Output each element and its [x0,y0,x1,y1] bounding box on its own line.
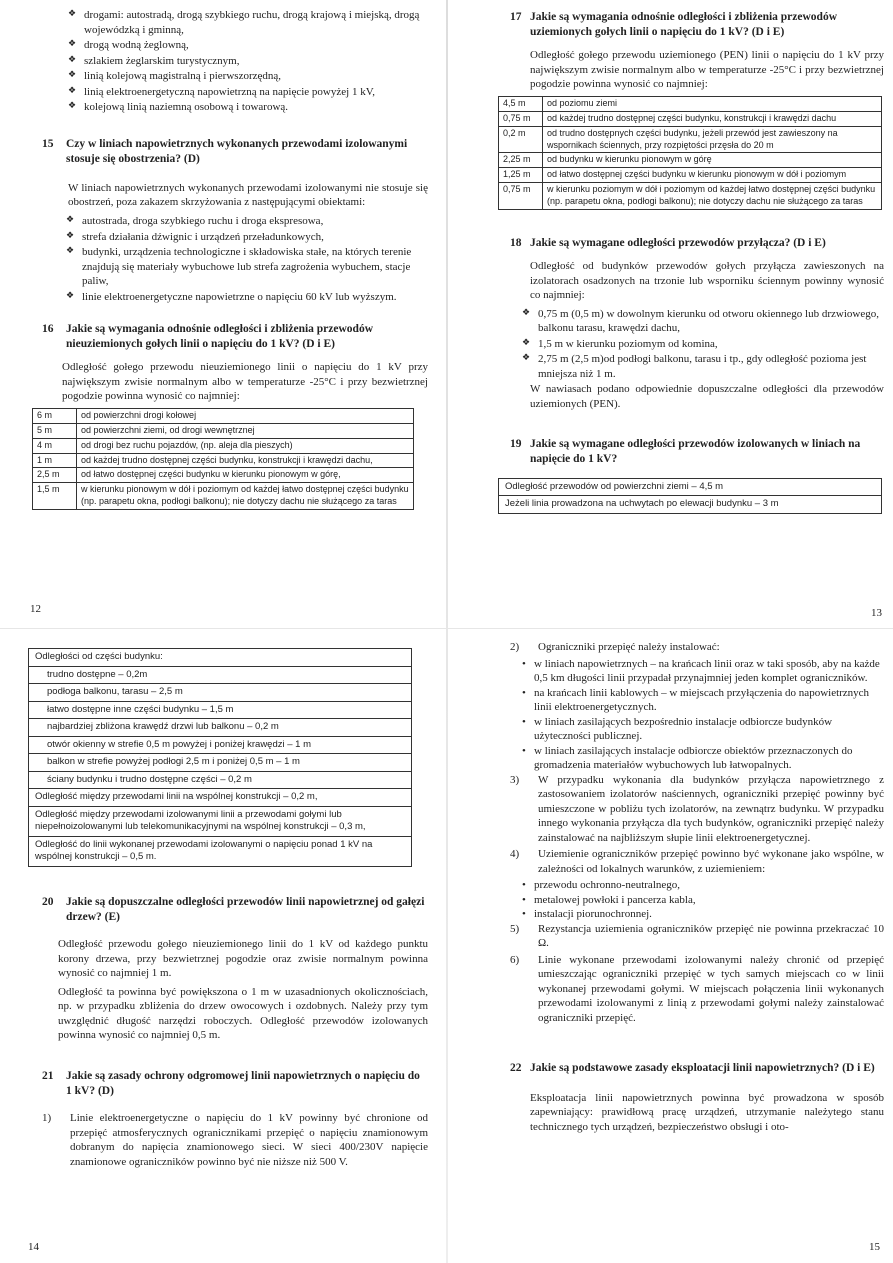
table-row: 5 m od powierzchni ziemi, od drogi wewnętrznej [33,423,414,438]
table-row: trudno dostępne – 0,2m [29,667,411,685]
list-item: • w liniach zasilających bezpośrednio instalacje odbiorcze budynków użyteczności publicznej. [496,715,884,744]
table-row: Odległość między przewodami linii na wspólnej konstrukcji – 0,2 m, [29,789,411,807]
distance-table-17 [498,96,882,210]
list-item: ❖ drogą wodną żeglowną, [60,38,428,53]
question-21-item-1: 1) Linie elektroenergetyczne o napięciu do 1 kV powinny być chronione od przepięć atmosferycznych ogranicznikami przepięć o napięciu znamionowym dobranym do napięcia znamionowego sieci. W sieci 400/230V napięcie znamionowe ograniczników powinno być nie niższe niż 500 V. [42,1112,428,1168]
table-row: 2,25 m od budynku w kierunku pionowym w górę [499,153,882,168]
page-13 [496,6,884,616]
question-15-intro: W liniach napowietrznych wykonanych przewodami izolowanymi nie stosuje się obostrzeń, poza zakazem skrzyżowania z następującymi obiektami: [68,181,428,209]
page-separator [0,628,893,629]
list-item: ❖ drogami: autostradą, drogą szybkiego ruchu, drogą krajową i miejską, drogą wojewódzką i gminną, [60,8,428,37]
table-row: najbardziej zbliżona krawędź drzwi lub balkonu – 0,2 m [29,719,411,737]
question-22-heading: 22 Jakie są podstawowe zasady eksploatacji linii napowietrznych? (D i E) [510,1062,875,1075]
list-item: 6) Linie wykonane przewodami izolowanymi należy chronić od przepięć umieszczając ograniczniki przepięć w tych samych miejscach co w linii wykonanej przewodami gołymi. W miejscach połączenia linii wykonanych przewodami izolowanymi z linią z przewodami gołymi należy zainstalować ograniczniki przepięć. [510,953,884,1024]
question-15-list [28,214,428,304]
list-item: • instalacji piorunochronnej. [496,907,884,922]
table-row: 0,75 m w kierunku poziomym w dół i poziomym od każdej łatwo dostępnej części budynku (np. parapetu okna, podłogi balkonu); nie dotyczy dachu nie służącego za taras [499,183,882,210]
table-row: 1,5 m w kierunku pionowym w dół i poziomym od każdej łatwo dostępnej części budynku (np. parapetu okna, podłogi balkonu); nie dotyczy dachu nie służącego za taras [33,483,414,510]
question-22-para: Eksploatacja linii napowietrznych powinna być prowadzona w sposób zapewniający: prawidłową pracę urządzeń, utrzymanie należytego stanu technicznego tych urządzeń, bezpieczeństwo obsługi i oto- [530,1091,884,1133]
table-row: 6 m od powierzchni drogi kołowej [33,408,414,423]
question-15-heading: 15 Czy w liniach napowietrznych wykonanych przewodami izolowanymi stosuje się obostrzenia? (D) [42,137,408,165]
table-row: Odległość między przewodami izolowanymi linii a przewodami gołymi lub niepełnoizolowanymi lub telekomunikacyjnymi na wspólnej konstrukcji – 0,3 m, [29,807,411,837]
list-item: ❖ autostrada, droga szybkiego ruchu i droga ekspresowa, [58,214,428,229]
list-item: ❖ 1,5 m w kierunku poziomym od komina, [514,337,884,352]
page-number: 15 [869,1241,880,1253]
table-row: podłoga balkonu, tarasu – 2,5 m [29,684,411,702]
page-14 [28,640,428,1260]
table-row: 0,2 m od trudno dostępnych części budynku, jeżeli przewód jest zawieszony na wspornikach ściennych, przy rozpiętości przęsła do 20 m [499,126,882,153]
list-item: ❖ kolejową linią naziemną osobową i towarową. [60,100,428,115]
table-row: Odległość do linii wykonanej przewodami izolowanymi o napięciu ponad 1 kV na wspólnej konstrukcji – 0,5 m. [35,838,373,863]
page-15 [496,640,884,1260]
list-item: • w liniach napowietrznych – na krańcach linii oraz w taki sposób, aby na każde 0,5 km długości linii przypadał przynajmniej jeden komplet ograniczników. [496,657,884,686]
question-19-heading: 19 Jakie są wymagane odległości przewodów izolowanych w liniach na napięcie do 1 kV? [510,438,861,466]
table-row: łatwo dostępne inne części budynku – 1,5 m [29,702,411,720]
list-item: ❖ budynki, urządzenia technologiczne i składowiska stałe, na których terenie znajdują się materiały wybuchowe lub strefa zagrożenia wybuchem, stacje paliw, [58,245,428,289]
question-18-list [496,307,884,382]
table-row: 4,5 m od poziomu ziemi [499,96,882,111]
question-17-intro: Odległość gołego przewodu uziemionego (PEN) linii o napięciu do 1 kV przy największym zwisie normalnym albo w temperaturze -25°C i przy bezwietrznej pogodzie powinna wynosić co najmniej: [530,49,884,91]
list-item: • metalowej powłoki i pancerza kabla, [496,893,884,908]
question-18-heading: 18 Jakie są wymagane odległości przewodów przyłącza? (D i E) [510,236,826,249]
list-item: • w liniach zasilających instalacje odbiorcze obiektów przeznaczonych do gromadzenia materiałów wybuchowych lub łatwopalnych. [496,744,884,773]
table-row: 1 m od każdej trudno dostępnej części budynku, konstrukcji i krawędzi dachu, [33,453,414,468]
table-row: 2,5 m od łatwo dostępnej części budynku w kierunku pionowym w górę, [33,468,414,483]
book-fold [446,0,448,1263]
question-20-para-1: Odległość przewodu gołego nieuziemionego linii do 1 kV od każdego punktu korony drzewa, przy bezwietrznej pogodzie oraz zwisie normalnym powinna wynosić co najmniej 1 m. [58,938,428,980]
list-item: ❖ strefa działania dźwignic i urządzeń przeładunkowych, [58,230,428,245]
list-item: ❖ linią elektroenergetyczną napowietrzną na napięcie powyżej 1 kV, [60,85,428,100]
bullet-list-crossings [28,8,428,115]
list-item: 4) Uziemienie ograniczników przepięć powinno być wykonane jako wspólne, w zależności od lokalnych warunków, z uziemieniem: [510,848,884,875]
list-item: ❖ 0,75 m (0,5 m) w dowolnym kierunku od otworu okiennego lub drzwiowego, balkonu tarasu, krawędzi dachu, [514,307,884,336]
list-item: • przewodu ochronno-neutralnego, [496,878,884,893]
page-12 [28,6,428,616]
table-row: Jeżeli linia prowadzona na uchwytach po elewacji budynku – 3 m [505,498,779,510]
question-20-heading: 20 Jakie są dopuszczalne odległości przewodów linii napowietrznej od gałęzi drzew? (E) [42,895,425,924]
table-row: otwór okienny w strefie 0,5 m powyżej i poniżej krawędzi – 1 m [29,737,411,755]
question-16-intro: Odległość gołego przewodu nieuziemionego linii o napięciu do 1 kV przy największym zwisie normalnym albo w temperaturze -25°C i przy bezwietrznej pogodzie powinna wynosić co najmniej: [62,361,428,403]
list-item: 3) W przypadku wykonania dla budynków przyłącza napowietrznego z zastosowaniem izolatorów naściennych, ograniczniki przepięć powinny być umieszczone w pobliżu tych izolatorów, na zewnątrz budynku. W przypadku innego wykonania przyłącza dla tych budynków, ograniczniki przepięć należy zainstalować na najbliższym słupie linii elektroenergetycznej. [510,773,884,844]
distance-table-16 [32,408,414,510]
question-20-para-2: Odległość ta powinna być powiększona o 1 m w uzasadnionych okolicznościach, np. w przypadku zbliżenia do drzew owocowych i ozdobnych. Należy przy tym uwzględnić długość narzędzi roboczych. Odległość przewodów izolowanych powinna wynosić co najmniej 0,5 m. [58,985,428,1042]
table-row: ściany budynku i trudno dostępne części – 0,2 m [29,772,411,790]
page-number: 14 [28,1241,39,1253]
question-18-note: W nawiasach podano odpowiednie dopuszczalne odległości dla przewodów uziemionych (PEN). [530,383,884,410]
list-item: 2) Ograniczniki przepięć należy instalować: [510,641,720,653]
page-number: 13 [871,607,882,616]
building-distance-box [28,648,412,867]
table-row: Odległość przewodów od powierzchni ziemi – 4,5 m [499,479,881,497]
question-21-heading: 21 Jakie są zasady ochrony odgromowej linii napowietrznych o napięciu do 1 kV? (D) [42,1069,420,1098]
insulated-distance-box [498,478,882,514]
list-item: ❖ szlakiem żeglarskim turystycznym, [60,54,428,69]
question-16-heading: 16 Jakie są wymagania odnośnie odległości i zbliżenia przewodów nieuziemionych gołych linii o napięciu do 1 kV? (D i E) [42,323,373,351]
list-item: ❖ linie elektroenergetyczne napowietrzne o napięciu 60 kV lub wyższym. [58,290,428,305]
list-item: 5) Rezystancja uziemienia ograniczników przepięć nie powinna przekraczać 10 Ω. [510,922,884,950]
table-row: Odległości od części budynku: [29,649,411,667]
list-item: ❖ linią kolejową magistralną i pierwszorzędną, [60,69,428,84]
list-item: ❖ 2,75 m (2,5 m)od podłogi balkonu, tarasu i tp., gdy odległość pozioma jest mniejsza niż 1 m. [514,352,884,381]
arrester-list [496,640,884,1025]
page-number: 12 [30,603,41,615]
question-18-intro: Odległość od budynków przewodów gołych przyłącza zawieszonych na izolatorach osadzonych na trzonie lub wsporniku ściennym powinny wynosić co najmniej: [530,260,884,302]
list-item: • na krańcach linii kablowych – w miejscach przyłączenia do napowietrznych linii elektroenergetycznych. [496,686,884,715]
table-row: 1,25 m od łatwo dostępnej części budynku w kierunku pionowym w dół i poziomym [499,168,882,183]
table-row: balkon w strefie powyżej podłogi 2,5 m i poniżej 0,5 m – 1 m [29,754,411,772]
question-17-heading: 17 Jakie są wymagania odnośnie odległości i zbliżenia przewodów uziemionych gołych linii o napięciu do 1 kV? (D i E) [510,11,837,39]
table-row: 0,75 m od każdej trudno dostępnej części budynku, konstrukcji i krawędzi dachu [499,111,882,126]
table-row: 4 m od drogi bez ruchu pojazdów, (np. aleja dla pieszych) [33,438,414,453]
